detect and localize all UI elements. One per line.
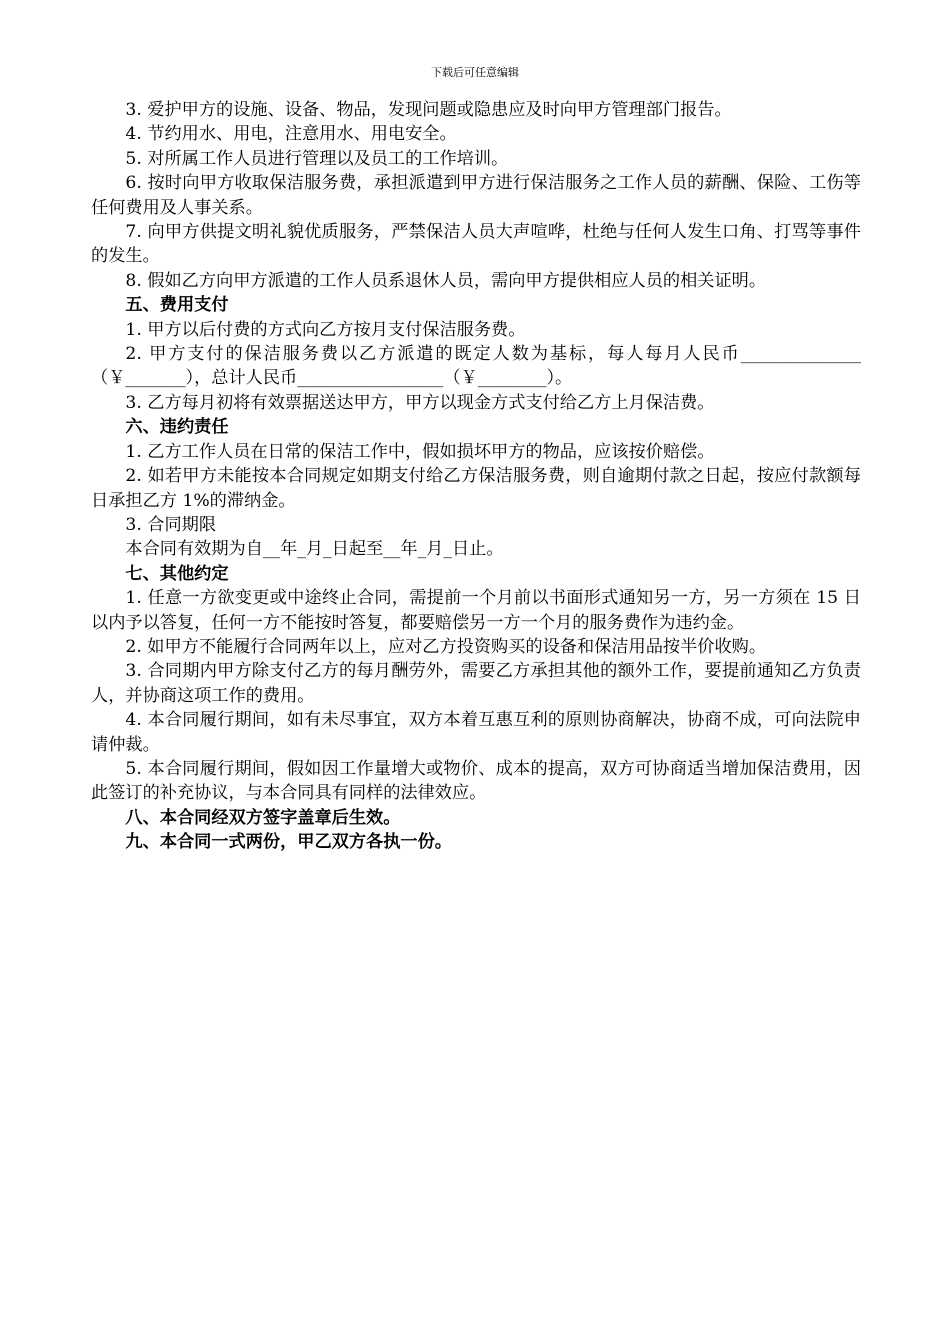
paragraph: 3. 乙方每月初将有效票据送达甲方，甲方以现金方式支付给乙方上月保洁费。: [125, 392, 715, 413]
section-heading: 七、其他约定: [125, 563, 229, 584]
paragraph: 1. 甲方以后付费的方式向乙方按月支付保洁服务费。: [125, 319, 526, 340]
paragraph: 3. 合同期内甲方除支付乙方的每月酬劳外，需要乙方承担其他的额外工作，要提前通知乙方负责人，并协商这项工作的费用。: [91, 661, 861, 706]
page-header-note: 下载后可任意编辑: [431, 66, 519, 79]
paragraph: 1. 乙方工作人员在日常的保洁工作中，假如损坏甲方的物品，应该按价赔偿。: [125, 441, 715, 462]
paragraph: 1. 任意一方欲变更或中途终止合同，需提前一个月前以书面形式通知另一方，另一方须在 15 日以内予以答复，任何一方不能按时答复，都要赔偿另一方一个月的服务费作为违约金。: [91, 588, 861, 633]
section-heading: 八、本合同经双方签字盖章后生效。: [125, 807, 401, 828]
paragraph: 4. 节约用水、用电，注意用水、用电安全。: [125, 124, 457, 145]
paragraph: 2. 甲方支付的保洁服务费以乙方派遣的既定人数为基标，每人每月人民币______________（￥_______），总计人民币_________________（￥________）。: [91, 344, 861, 389]
paragraph: 本合同有效期为自__年_月_日起至__年_月_日止。: [125, 539, 504, 560]
paragraph: 2. 如甲方不能履行合同两年以上，应对乙方投资购买的设备和保洁用品按半价收购。: [125, 636, 767, 657]
paragraph: 2. 如若甲方未能按本合同规定如期支付给乙方保洁服务费，则自逾期付款之日起，按应付款额每日承担乙方 1%的滞纳金。: [91, 466, 861, 511]
section-heading: 六、违约责任: [125, 417, 229, 438]
section-heading: 九、本合同一式两份，甲乙双方各执一份。: [125, 832, 452, 853]
paragraph: 6. 按时向甲方收取保洁服务费，承担派遣到甲方进行保洁服务之工作人员的薪酬、保险、工伤等任何费用及人事关系。: [91, 173, 861, 218]
contract-body: [91, 98, 861, 855]
paragraph: 7. 向甲方供提文明礼貌优质服务，严禁保洁人员大声喧哗，杜绝与任何人发生口角、打骂等事件的发生。: [91, 222, 861, 267]
paragraph: 3. 合同期限: [125, 514, 217, 535]
section-heading: 五、费用支付: [125, 295, 229, 316]
paragraph: 5. 对所属工作人员进行管理以及员工的工作培训。: [125, 148, 509, 169]
paragraph: 8. 假如乙方向甲方派遣的工作人员系退休人员，需向甲方提供相应人员的相关证明。: [125, 270, 767, 291]
paragraph: 5. 本合同履行期间，假如因工作量增大或物价、成本的提高，双方可协商适当增加保洁费用，因此签订的补充协议，与本合同具有同样的法律效应。: [91, 758, 861, 804]
paragraph: 4. 本合同履行期间，如有未尽事宜，双方本着互惠互利的原则协商解决，协商不成，可向法院申请仲裁。: [91, 710, 861, 755]
paragraph: 3. 爱护甲方的设施、设备、物品，发现问题或隐患应及时向甲方管理部门报告。: [125, 100, 732, 120]
